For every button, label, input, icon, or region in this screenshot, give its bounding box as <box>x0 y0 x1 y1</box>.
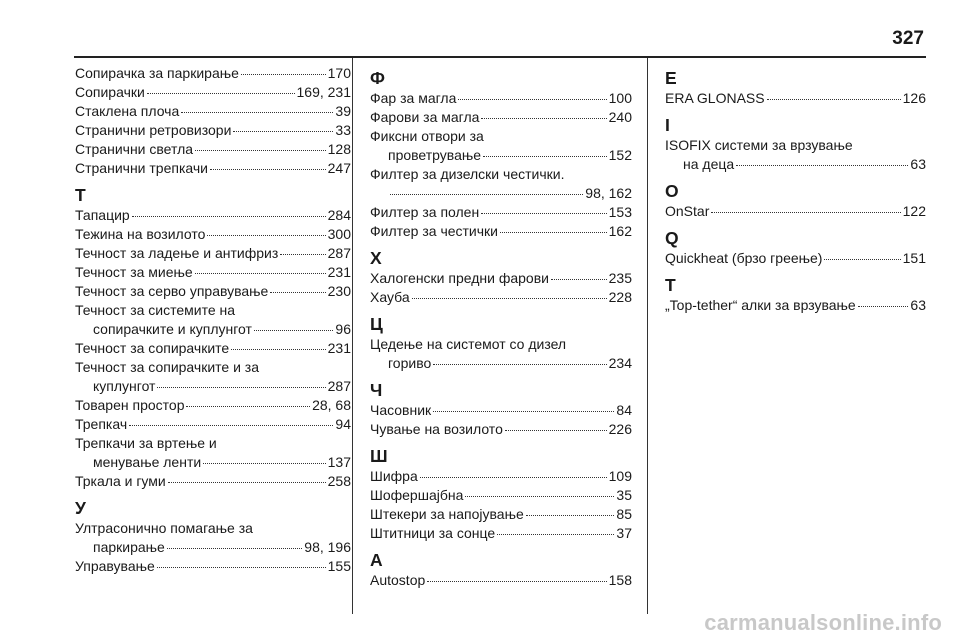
index-entry <box>370 401 632 420</box>
index-entry <box>370 89 632 108</box>
group-letter: E <box>665 68 677 88</box>
dot-leader <box>420 477 607 478</box>
entry-term: паркирање <box>93 539 165 555</box>
entry-page-numbers: 234 <box>608 355 632 371</box>
index-group <box>75 64 351 178</box>
index-entry <box>370 288 632 307</box>
index-entry <box>370 222 632 241</box>
entry-term-first-line: Течност за системите на <box>75 302 236 318</box>
index-entry <box>75 225 351 244</box>
entry-term: Филтер за полен <box>370 204 480 220</box>
index-entry <box>75 206 351 225</box>
index-entry <box>75 244 351 263</box>
entry-term: Течност за сопирачките <box>75 340 230 356</box>
entry-term: куплунгот <box>93 378 156 394</box>
dot-leader <box>497 534 614 535</box>
entry-term: Странични трепкачи <box>75 160 208 176</box>
entry-page-numbers: 158 <box>608 572 632 588</box>
entry-page-numbers: 235 <box>608 270 632 286</box>
dot-leader <box>157 567 326 568</box>
entry-page-numbers: 155 <box>327 558 351 574</box>
entry-page-numbers: 35 <box>616 487 632 503</box>
group-letter: I <box>665 115 670 135</box>
entry-term-first-line: Течност за сопирачките и за <box>75 359 259 375</box>
dot-leader <box>157 387 325 388</box>
entry-term: Странични светла <box>75 141 194 157</box>
dot-leader <box>186 406 310 407</box>
entry-term: Фарови за магла <box>370 109 480 125</box>
dot-leader <box>181 112 333 113</box>
entry-term: ERA GLONASS <box>665 90 765 106</box>
dot-leader <box>711 212 900 213</box>
dot-leader <box>132 216 326 217</box>
index-group <box>370 247 632 307</box>
entry-page-numbers: 94 <box>335 416 351 432</box>
entry-page-numbers: 126 <box>902 90 926 106</box>
entry-page-numbers: 122 <box>902 203 926 219</box>
entry-term: Трепкач <box>75 416 128 432</box>
group-letter: Т <box>75 185 86 205</box>
entry-page-numbers: 287 <box>327 245 351 261</box>
index-entry <box>75 415 351 434</box>
index-group <box>75 184 351 491</box>
index-entry <box>370 420 632 439</box>
index-entry <box>75 83 351 102</box>
index-entry <box>370 203 632 222</box>
dot-leader <box>129 425 333 426</box>
entry-page-numbers: 128 <box>327 141 351 157</box>
index-entry <box>75 159 351 178</box>
dot-leader <box>195 150 326 151</box>
index-entry <box>75 339 351 358</box>
index-entry <box>75 472 351 491</box>
entry-page-numbers: 33 <box>335 122 351 138</box>
entry-term: Хауба <box>370 289 410 305</box>
entry-term: Шофершајбна <box>370 487 464 503</box>
entry-term: Управување <box>75 558 155 574</box>
index-entry <box>370 269 632 288</box>
index-entry <box>75 282 351 301</box>
index-entry <box>75 263 351 282</box>
entry-page-numbers: 37 <box>616 525 632 541</box>
entry-term: сопирачките и куплунгот <box>93 321 252 337</box>
dot-leader <box>551 279 607 280</box>
entry-term: Течност за серво управување <box>75 283 269 299</box>
index-group <box>665 67 926 108</box>
index-column-2 <box>370 64 632 596</box>
dot-leader <box>481 213 606 214</box>
index-entry <box>75 121 351 140</box>
entry-page-numbers: 247 <box>327 160 351 176</box>
dot-leader <box>483 156 607 157</box>
entry-page-numbers: 152 <box>608 147 632 163</box>
entry-page-numbers: 228 <box>608 289 632 305</box>
index-column-1 <box>75 64 351 582</box>
dot-leader <box>280 254 325 255</box>
dot-leader <box>526 515 615 516</box>
dot-leader <box>412 298 607 299</box>
entry-page-numbers: 63 <box>910 156 926 172</box>
entry-term: Сопирачка за паркирање <box>75 65 239 81</box>
dot-leader <box>465 496 614 497</box>
entry-term: Чување на возилото <box>370 421 503 437</box>
index-entry <box>665 249 926 268</box>
dot-leader <box>270 292 325 293</box>
entry-term: Филтер за честички <box>370 223 498 239</box>
dot-leader <box>824 259 900 260</box>
entry-page-numbers: 231 <box>327 264 351 280</box>
header-rule <box>74 56 926 58</box>
dot-leader <box>433 364 606 365</box>
entry-term-first-line: ISOFIX системи за врзување <box>665 137 853 153</box>
index-column-3 <box>665 64 926 321</box>
index-group <box>665 227 926 268</box>
index-entry <box>665 89 926 108</box>
entry-term-first-line: Фиксни отвори за <box>370 128 484 144</box>
entry-term: Течност за ладење и антифриз <box>75 245 279 261</box>
index-entry <box>75 140 351 159</box>
index-group <box>370 549 632 590</box>
index-entry <box>665 136 926 174</box>
entry-term: Тежина на возилото <box>75 226 206 242</box>
dot-leader <box>433 411 614 412</box>
entry-term-first-line: Цедење на системот со дизел <box>370 336 567 352</box>
index-entry <box>75 301 351 339</box>
entry-page-numbers: 28, 68 <box>312 397 351 413</box>
dot-leader <box>458 99 606 100</box>
group-letter: Х <box>370 248 382 268</box>
entry-page-numbers: 98, 162 <box>585 185 632 201</box>
entry-term: Странични ретровизори <box>75 122 232 138</box>
entry-term: на деца <box>683 156 735 172</box>
entry-page-numbers: 98, 196 <box>304 539 351 555</box>
index-group <box>665 114 926 174</box>
index-entry <box>75 358 351 396</box>
entry-page-numbers: 240 <box>608 109 632 125</box>
index-entry <box>370 571 632 590</box>
entry-term: Фар за магла <box>370 90 457 106</box>
entry-term-first-line: Ултрасонично помагање за <box>75 520 253 536</box>
index-entry <box>75 557 351 576</box>
entry-page-numbers: 169, 231 <box>296 84 351 100</box>
entry-term: Товарен простор <box>75 397 185 413</box>
index-entry <box>370 335 632 373</box>
entry-page-numbers: 63 <box>910 297 926 313</box>
entry-page-numbers: 284 <box>327 207 351 223</box>
index-group <box>665 180 926 221</box>
index-entry <box>75 396 351 415</box>
entry-term: Штекери за напојување <box>370 506 524 522</box>
index-entry <box>75 102 351 121</box>
dot-leader <box>390 194 583 195</box>
entry-term: гориво <box>388 355 432 371</box>
entry-page-numbers: 84 <box>616 402 632 418</box>
group-letter: Q <box>665 228 679 248</box>
entry-term: Тркала и гуми <box>75 473 166 489</box>
dot-leader <box>207 235 325 236</box>
index-group <box>370 313 632 373</box>
index-group <box>370 67 632 241</box>
entry-page-numbers: 162 <box>608 223 632 239</box>
entry-term: менување ленти <box>93 454 202 470</box>
entry-page-numbers: 300 <box>327 226 351 242</box>
group-letter: A <box>370 550 383 570</box>
entry-term: Сопирачки <box>75 84 145 100</box>
entry-term: Халогенски предни фарови <box>370 270 549 286</box>
watermark: carmanualsonline.info <box>704 610 942 635</box>
index-group <box>665 274 926 315</box>
index-entry <box>75 64 351 83</box>
entry-page-numbers: 258 <box>327 473 351 489</box>
dot-leader <box>147 93 295 94</box>
group-letter: T <box>665 275 676 295</box>
column-divider-1 <box>352 58 353 614</box>
page-number: 327 <box>892 28 924 49</box>
entry-page-numbers: 109 <box>608 468 632 484</box>
entry-term: Часовник <box>370 402 432 418</box>
index-group <box>75 497 351 576</box>
dot-leader <box>168 482 326 483</box>
entry-page-numbers: 230 <box>327 283 351 299</box>
index-entry <box>665 296 926 315</box>
group-letter: Ц <box>370 314 383 334</box>
index-entry <box>75 519 351 557</box>
index-entry <box>370 524 632 543</box>
entry-page-numbers: 100 <box>608 90 632 106</box>
entry-page-numbers: 96 <box>335 321 351 337</box>
entry-page-numbers: 137 <box>327 454 351 470</box>
index-entry <box>75 434 351 472</box>
dot-leader <box>210 169 326 170</box>
entry-term: проветрување <box>388 147 482 163</box>
entry-term: Течност за миење <box>75 264 193 280</box>
dot-leader <box>254 330 333 331</box>
index-group <box>370 445 632 543</box>
entry-term: Стаклена плоча <box>75 103 180 119</box>
index-entry <box>370 108 632 127</box>
dot-leader <box>505 430 607 431</box>
index-entry <box>370 165 632 203</box>
dot-leader <box>241 74 326 75</box>
index-entry <box>370 505 632 524</box>
entry-term: „Top-tether“ алки за врзување <box>665 297 856 313</box>
entry-term: Шифра <box>370 468 418 484</box>
entry-page-numbers: 151 <box>902 250 926 266</box>
column-divider-2 <box>647 58 648 614</box>
entry-page-numbers: 39 <box>335 103 351 119</box>
index-group <box>370 379 632 439</box>
entry-page-numbers: 153 <box>608 204 632 220</box>
entry-page-numbers: 231 <box>327 340 351 356</box>
group-letter: У <box>75 498 86 518</box>
group-letter: Ш <box>370 446 388 466</box>
dot-leader <box>195 273 326 274</box>
entry-term-first-line: Филтер за дизелски честички. <box>370 166 565 182</box>
entry-term: OnStar <box>665 203 710 219</box>
entry-page-numbers: 85 <box>616 506 632 522</box>
entry-page-numbers: 170 <box>327 65 351 81</box>
dot-leader <box>203 463 325 464</box>
dot-leader <box>427 581 606 582</box>
dot-leader <box>767 99 901 100</box>
entry-term-first-line: Трепкачи за вртење и <box>75 435 217 451</box>
entry-page-numbers: 287 <box>327 378 351 394</box>
dot-leader <box>858 306 909 307</box>
entry-term: Autostop <box>370 572 426 588</box>
dot-leader <box>233 131 333 132</box>
entry-term: Штитници за сонце <box>370 525 496 541</box>
index-entry <box>370 467 632 486</box>
entry-term: Quickheat (брзо греење) <box>665 250 823 266</box>
index-entry <box>665 202 926 221</box>
dot-leader <box>736 165 908 166</box>
index-entry <box>370 486 632 505</box>
group-letter: Ч <box>370 380 383 400</box>
group-letter: O <box>665 181 679 201</box>
entry-term: Тапацир <box>75 207 130 223</box>
index-entry <box>370 127 632 165</box>
dot-leader <box>481 118 606 119</box>
entry-page-numbers: 226 <box>608 421 632 437</box>
group-letter: Ф <box>370 68 385 88</box>
dot-leader <box>167 548 302 549</box>
dot-leader <box>500 232 607 233</box>
dot-leader <box>231 349 325 350</box>
